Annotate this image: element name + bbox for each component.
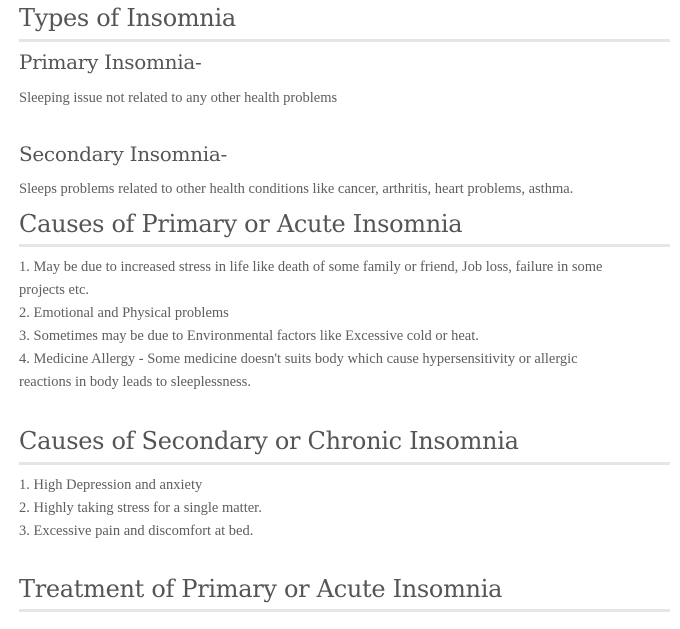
primary-insomnia-text: Sleeping issue not related to any other health problems [19, 90, 338, 106]
causes-secondary-line: 3. Excessive pain and discomfort at bed. [19, 523, 254, 539]
treatment-primary-heading: Treatment of Primary or Acute Insomnia [19, 575, 503, 603]
causes-secondary-heading: Causes of Secondary or Chronic Insomnia [19, 427, 519, 455]
secondary-insomnia-text: Sleeps problems related to other health conditions like cancer, arthritis, heart problems, asthma. [19, 181, 574, 197]
causes-primary-heading: Causes of Primary or Acute Insomnia [19, 210, 463, 238]
types-divider [19, 39, 670, 42]
causes-primary-list [19, 256, 679, 394]
treatment-primary-divider [19, 609, 670, 612]
causes-secondary-line: 1. High Depression and anxiety [19, 477, 203, 493]
causes-primary-line: reactions in body leads to sleeplessness. [19, 374, 251, 390]
primary-insomnia-heading: Primary Insomnia- [19, 50, 202, 74]
causes-primary-line: 4. Medicine Allergy - Some medicine doesn't suits body which cause hypersensitivity or allergic [19, 351, 578, 367]
causes-primary-line: projects etc. [19, 282, 90, 298]
causes-primary-line: 3. Sometimes may be due to Environmental factors like Excessive cold or heat. [19, 328, 479, 344]
causes-primary-line: 2. Emotional and Physical problems [19, 305, 229, 321]
causes-secondary-divider [19, 462, 670, 465]
causes-primary-divider [19, 244, 670, 247]
causes-secondary-line: 2. Highly taking stress for a single matter. [19, 500, 262, 516]
causes-primary-line: 1. May be due to increased stress in life like death of some family or friend, Job loss, failure in some [19, 259, 603, 275]
types-heading: Types of Insomnia [19, 4, 236, 32]
secondary-insomnia-heading: Secondary Insomnia- [19, 142, 227, 166]
causes-secondary-list [19, 474, 679, 543]
